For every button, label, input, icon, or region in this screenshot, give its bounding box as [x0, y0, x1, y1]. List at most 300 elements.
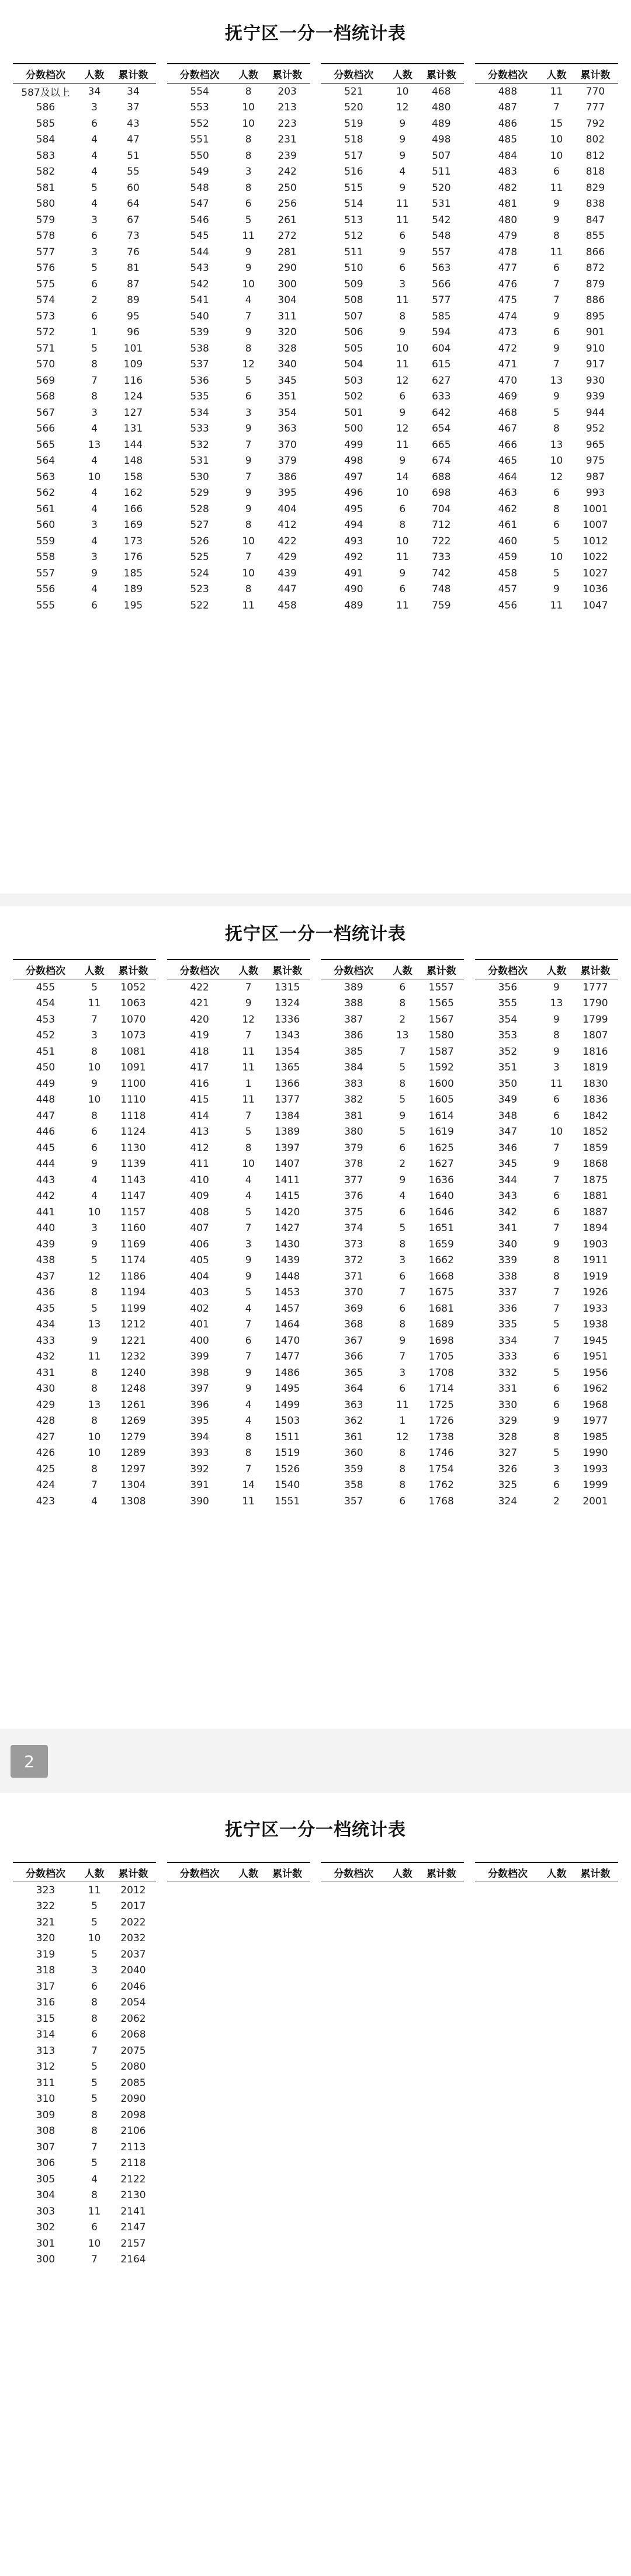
header-count: 人数 [84, 1868, 105, 1880]
cumulative-cell: 1124 [120, 1126, 146, 1138]
table-row [475, 276, 618, 293]
table-row [13, 1253, 156, 1269]
count-cell: 13 [88, 439, 101, 451]
score-cell: 449 [36, 1077, 56, 1090]
table-row [167, 1461, 310, 1478]
score-cell: 365 [344, 1367, 363, 1379]
cumulative-cell: 96 [127, 326, 140, 339]
table-row [475, 1236, 618, 1253]
table-row [321, 148, 464, 164]
count-cell: 6 [245, 391, 252, 403]
cumulative-cell: 886 [585, 294, 605, 307]
sheet-title: 抚宁区一分一档统计表 [225, 1820, 406, 1840]
table-row [167, 1317, 310, 1333]
score-cell: 556 [36, 583, 56, 596]
score-cell: 563 [36, 471, 56, 483]
table-row [13, 1429, 156, 1445]
score-cell: 366 [344, 1351, 363, 1363]
table-row [13, 1995, 156, 2011]
cumulative-cell: 1698 [428, 1334, 454, 1347]
count-cell: 8 [245, 519, 252, 531]
count-cell: 8 [91, 1383, 98, 1395]
cumulative-cell: 1956 [583, 1367, 608, 1379]
score-cell: 458 [498, 567, 518, 579]
count-cell: 5 [553, 567, 560, 579]
table-row [167, 1188, 310, 1205]
table-header-row [321, 960, 464, 979]
header-score: 分数档次 [179, 1868, 220, 1880]
cumulative-cell: 577 [432, 294, 451, 307]
count-cell: 3 [91, 246, 98, 258]
table-row [167, 1221, 310, 1237]
count-cell: 5 [91, 981, 98, 993]
table-row [167, 276, 310, 293]
score-cell: 419 [190, 1030, 209, 1042]
score-cell: 360 [344, 1447, 363, 1459]
count-cell: 6 [399, 391, 406, 403]
score-cell: 490 [344, 583, 363, 596]
score-cell: 581 [36, 182, 56, 194]
cumulative-cell: 2098 [120, 2109, 146, 2121]
cumulative-cell: 386 [278, 471, 297, 483]
cumulative-cell: 2130 [120, 2189, 146, 2202]
count-cell: 7 [553, 1174, 560, 1186]
score-cell: 345 [498, 1158, 518, 1170]
table-row [13, 1365, 156, 1381]
cumulative-cell: 166 [123, 503, 143, 515]
score-cell: 329 [498, 1415, 518, 1427]
table-row [321, 340, 464, 357]
table-row [475, 501, 618, 517]
cumulative-cell: 73 [127, 230, 140, 242]
cumulative-cell: 1511 [275, 1431, 300, 1443]
count-cell: 3 [245, 406, 252, 419]
cumulative-cell: 930 [585, 374, 605, 387]
count-cell: 8 [399, 1463, 406, 1475]
table-header-row [475, 1863, 618, 1882]
header-cumulative: 累计数 [580, 1868, 611, 1880]
table-row [13, 501, 156, 517]
cumulative-cell: 812 [585, 150, 605, 162]
score-cell: 443 [36, 1174, 56, 1186]
score-cell: 350 [498, 1077, 518, 1090]
score-cell: 316 [36, 1997, 56, 2009]
table-row [13, 1011, 156, 1028]
table-row [475, 1011, 618, 1028]
table-row [167, 979, 310, 996]
count-cell: 7 [553, 102, 560, 114]
cumulative-cell: 1110 [120, 1094, 146, 1106]
table-row [13, 2156, 156, 2172]
table-row [13, 1914, 156, 1931]
count-cell: 5 [399, 1094, 406, 1106]
sheet-title: 抚宁区一分一档统计表 [225, 23, 406, 44]
cumulative-cell: 1714 [428, 1383, 454, 1395]
score-cell: 418 [190, 1045, 209, 1058]
cumulative-cell: 1174 [120, 1254, 146, 1267]
cumulative-cell: 422 [278, 535, 297, 547]
cumulative-cell: 1130 [120, 1142, 146, 1154]
cumulative-cell: 1407 [275, 1158, 300, 1170]
table-row [167, 308, 310, 325]
count-cell: 5 [245, 1206, 252, 1218]
score-cell: 511 [344, 246, 363, 258]
header-cumulative: 累计数 [580, 965, 611, 977]
count-cell: 5 [91, 262, 98, 274]
table-row [167, 228, 310, 245]
table-row [13, 148, 156, 164]
score-cell: 550 [190, 150, 209, 162]
score-cell: 562 [36, 487, 56, 499]
table-row [167, 116, 310, 132]
score-cell: 402 [190, 1302, 209, 1315]
table-row [167, 533, 310, 550]
count-cell: 7 [553, 1222, 560, 1235]
cumulative-cell: 109 [123, 359, 143, 371]
table-row [321, 550, 464, 566]
score-cell: 578 [36, 230, 56, 242]
cumulative-cell: 2046 [120, 1980, 146, 1993]
score-cell: 321 [36, 1916, 56, 1928]
count-cell: 4 [91, 1174, 98, 1186]
count-cell: 8 [245, 1142, 252, 1154]
cumulative-cell: 2040 [120, 1965, 146, 1977]
table-row [13, 533, 156, 550]
table-row [13, 453, 156, 470]
cumulative-cell: 1627 [428, 1158, 454, 1170]
table-header-row [475, 64, 618, 84]
count-cell: 2 [399, 1158, 406, 1170]
score-cell: 483 [498, 166, 518, 178]
count-cell: 9 [553, 1045, 560, 1058]
table-row [167, 1204, 310, 1221]
cumulative-cell: 2062 [120, 2012, 146, 2025]
cumulative-cell: 1580 [428, 1030, 454, 1042]
score-cell: 546 [190, 214, 209, 226]
score-cell: 439 [36, 1238, 56, 1250]
cumulative-cell: 615 [432, 359, 451, 371]
score-cell: 420 [190, 1013, 209, 1025]
count-cell: 12 [242, 1013, 255, 1025]
count-cell: 6 [553, 1383, 560, 1395]
table-row [13, 1461, 156, 1478]
cumulative-cell: 1592 [428, 1062, 454, 1074]
header-score: 分数档次 [26, 965, 65, 977]
table-row [13, 437, 156, 453]
score-cell: 364 [344, 1383, 363, 1395]
table-row [321, 421, 464, 437]
count-cell: 10 [396, 342, 409, 354]
score-cell: 425 [36, 1463, 56, 1475]
table-row [167, 1365, 310, 1381]
header-cumulative: 累计数 [426, 965, 456, 977]
table-row [13, 1413, 156, 1430]
count-cell: 8 [399, 310, 406, 322]
table-row [167, 582, 310, 598]
score-cell: 415 [190, 1094, 209, 1106]
cumulative-cell: 1852 [583, 1126, 608, 1138]
score-cell: 519 [344, 117, 363, 130]
score-cell: 525 [190, 551, 209, 564]
count-cell: 10 [88, 1932, 101, 1945]
count-cell: 6 [553, 262, 560, 274]
table-row [475, 1204, 618, 1221]
score-cell: 450 [36, 1062, 56, 1074]
score-cell: 320 [36, 1932, 56, 1945]
cumulative-cell: 1377 [275, 1094, 300, 1106]
table-row [13, 2043, 156, 2059]
count-cell: 4 [91, 2173, 98, 2185]
score-cell: 542 [190, 278, 209, 290]
count-cell: 6 [91, 1126, 98, 1138]
count-cell: 9 [553, 342, 560, 354]
score-cell: 466 [498, 439, 518, 451]
score-cell: 441 [36, 1206, 56, 1218]
score-cell: 356 [498, 981, 518, 993]
table-row [475, 1397, 618, 1413]
count-cell: 10 [242, 102, 255, 114]
cumulative-cell: 1457 [275, 1302, 300, 1315]
count-cell: 4 [91, 535, 98, 547]
score-cell: 302 [36, 2222, 56, 2234]
header-score: 分数档次 [26, 1868, 65, 1880]
score-cell: 429 [36, 1399, 56, 1411]
table-row [321, 1124, 464, 1141]
table-row [167, 1011, 310, 1028]
score-cell: 580 [36, 198, 56, 210]
score-cell: 517 [344, 150, 363, 162]
cumulative-cell: 489 [432, 117, 451, 130]
table-row [321, 1060, 464, 1076]
cumulative-cell: 1565 [428, 997, 454, 1010]
count-cell: 8 [399, 1319, 406, 1331]
cumulative-cell: 131 [123, 423, 143, 435]
count-cell: 9 [399, 1174, 406, 1186]
score-cell: 446 [36, 1126, 56, 1138]
count-cell: 6 [91, 599, 98, 611]
table-row [13, 1899, 156, 1915]
table-row [167, 1429, 310, 1445]
table-row [321, 1478, 464, 1494]
cumulative-cell: 1411 [275, 1174, 300, 1186]
table-column [167, 1862, 310, 2268]
table-row [13, 1285, 156, 1301]
table-row [13, 1076, 156, 1092]
count-cell: 6 [553, 487, 560, 499]
table-column [475, 63, 618, 614]
cumulative-cell: 1139 [120, 1158, 146, 1170]
table-column [475, 1862, 618, 2268]
table-row [321, 1413, 464, 1430]
header-cumulative: 累计数 [272, 1868, 303, 1880]
count-cell: 13 [550, 997, 563, 1010]
count-cell: 7 [553, 1142, 560, 1154]
score-cell: 349 [498, 1094, 518, 1106]
table-row [321, 293, 464, 309]
count-cell: 8 [399, 1447, 406, 1459]
cumulative-cell: 1790 [583, 997, 608, 1010]
score-cell: 468 [498, 406, 518, 419]
cumulative-cell: 910 [585, 342, 605, 354]
score-cell: 487 [498, 102, 518, 114]
cumulative-cell: 1526 [275, 1463, 300, 1475]
table-row [321, 1285, 464, 1301]
count-cell: 8 [553, 1254, 560, 1267]
count-cell: 8 [245, 342, 252, 354]
header-count: 人数 [392, 965, 412, 977]
count-cell: 5 [245, 1126, 252, 1138]
score-cell: 373 [344, 1238, 363, 1250]
table-header-row [167, 960, 310, 979]
count-cell: 6 [399, 1270, 406, 1282]
score-cell: 315 [36, 2012, 56, 2025]
table-columns [13, 959, 618, 1510]
table-row [167, 1092, 310, 1108]
score-cell: 309 [36, 2109, 56, 2121]
table-row [167, 1301, 310, 1317]
cumulative-cell: 89 [127, 294, 140, 307]
score-cell: 534 [190, 406, 209, 419]
table-row [475, 148, 618, 164]
score-cell: 477 [498, 262, 518, 274]
cumulative-cell: 1519 [275, 1447, 300, 1459]
table-row [13, 1124, 156, 1141]
count-cell: 34 [88, 85, 101, 98]
cumulative-cell: 866 [585, 246, 605, 258]
score-cell: 387 [344, 1013, 363, 1025]
count-cell: 9 [91, 567, 98, 579]
score-cell: 543 [190, 262, 209, 274]
score-cell: 495 [344, 503, 363, 515]
table-row [13, 565, 156, 582]
table-row [167, 1349, 310, 1365]
cumulative-cell: 256 [278, 198, 297, 210]
score-cell: 424 [36, 1479, 56, 1492]
table-row [13, 2107, 156, 2123]
count-cell: 9 [245, 423, 252, 435]
cumulative-cell: 176 [123, 551, 143, 564]
cumulative-cell: 195 [123, 599, 143, 611]
cumulative-cell: 363 [278, 423, 297, 435]
count-cell: 10 [396, 535, 409, 547]
score-cell: 573 [36, 310, 56, 322]
count-cell: 1 [245, 1077, 252, 1090]
table-row [321, 276, 464, 293]
score-cell: 338 [498, 1270, 518, 1282]
header-score: 分数档次 [487, 965, 528, 977]
table-row [13, 180, 156, 196]
cumulative-cell: 665 [432, 439, 451, 451]
table-row [13, 1349, 156, 1365]
cumulative-cell: 395 [278, 487, 297, 499]
cumulative-cell: 759 [432, 599, 451, 611]
table-row [475, 979, 618, 996]
table-header-row [13, 1863, 156, 1882]
score-cell: 472 [498, 342, 518, 354]
count-cell: 9 [91, 1238, 98, 1250]
count-cell: 6 [399, 1206, 406, 1218]
table-row [13, 405, 156, 421]
count-cell: 8 [399, 1077, 406, 1090]
table-row [321, 84, 464, 100]
table-row [475, 1028, 618, 1044]
count-cell: 11 [88, 1884, 101, 1896]
cumulative-cell: 55 [127, 166, 140, 178]
cumulative-cell: 1551 [275, 1495, 300, 1507]
cumulative-cell: 1157 [120, 1206, 146, 1218]
count-cell: 12 [396, 423, 409, 435]
page-number-button[interactable]: 2 [11, 1745, 48, 1778]
table-row [13, 1478, 156, 1494]
count-cell: 11 [88, 2205, 101, 2217]
table-row [167, 325, 310, 341]
cumulative-cell: 1945 [583, 1334, 608, 1347]
score-cell: 541 [190, 294, 209, 307]
cumulative-cell: 1842 [583, 1110, 608, 1122]
count-cell: 7 [245, 1110, 252, 1122]
count-cell: 9 [553, 198, 560, 210]
table-row [321, 565, 464, 582]
score-cell: 513 [344, 214, 363, 226]
count-cell: 8 [399, 1479, 406, 1492]
table-row [13, 2011, 156, 2027]
cumulative-cell: 1366 [275, 1077, 300, 1090]
count-cell: 12 [88, 1270, 101, 1282]
table-row [321, 1172, 464, 1188]
cumulative-cell: 2147 [120, 2222, 146, 2234]
score-cell: 488 [498, 85, 518, 98]
cumulative-cell: 304 [278, 294, 297, 307]
count-cell: 9 [553, 1238, 560, 1250]
cumulative-cell: 67 [127, 214, 140, 226]
table-row [13, 1156, 156, 1173]
count-cell: 5 [91, 2157, 98, 2170]
header-count: 人数 [546, 1868, 567, 1880]
score-cell: 465 [498, 455, 518, 467]
count-cell: 8 [91, 359, 98, 371]
table-row [321, 453, 464, 470]
score-cell: 464 [498, 471, 518, 483]
table-row [321, 1076, 464, 1092]
score-cell: 343 [498, 1190, 518, 1202]
count-cell: 10 [88, 1206, 101, 1218]
count-cell: 6 [399, 262, 406, 274]
header-score: 分数档次 [179, 69, 220, 81]
cumulative-cell: 1027 [583, 567, 608, 579]
cumulative-cell: 2157 [120, 2237, 146, 2250]
count-cell: 7 [245, 439, 252, 451]
count-cell: 10 [242, 535, 255, 547]
score-cell: 392 [190, 1463, 209, 1475]
score-cell: 369 [344, 1302, 363, 1315]
table-row [321, 1092, 464, 1108]
score-cell: 510 [344, 262, 363, 274]
table-header-row [13, 960, 156, 979]
cumulative-cell: 2022 [120, 1916, 146, 1928]
header-count: 人数 [546, 965, 567, 977]
count-cell: 8 [399, 997, 406, 1010]
score-cell: 453 [36, 1013, 56, 1025]
table-row [475, 550, 618, 566]
cumulative-cell: 1100 [120, 1077, 146, 1090]
score-cell: 485 [498, 134, 518, 146]
score-cell: 557 [36, 567, 56, 579]
cumulative-cell: 1384 [275, 1110, 300, 1122]
cumulative-cell: 1279 [120, 1431, 146, 1443]
cumulative-cell: 429 [278, 551, 297, 564]
table-row [13, 260, 156, 277]
score-cell: 300 [36, 2254, 56, 2266]
